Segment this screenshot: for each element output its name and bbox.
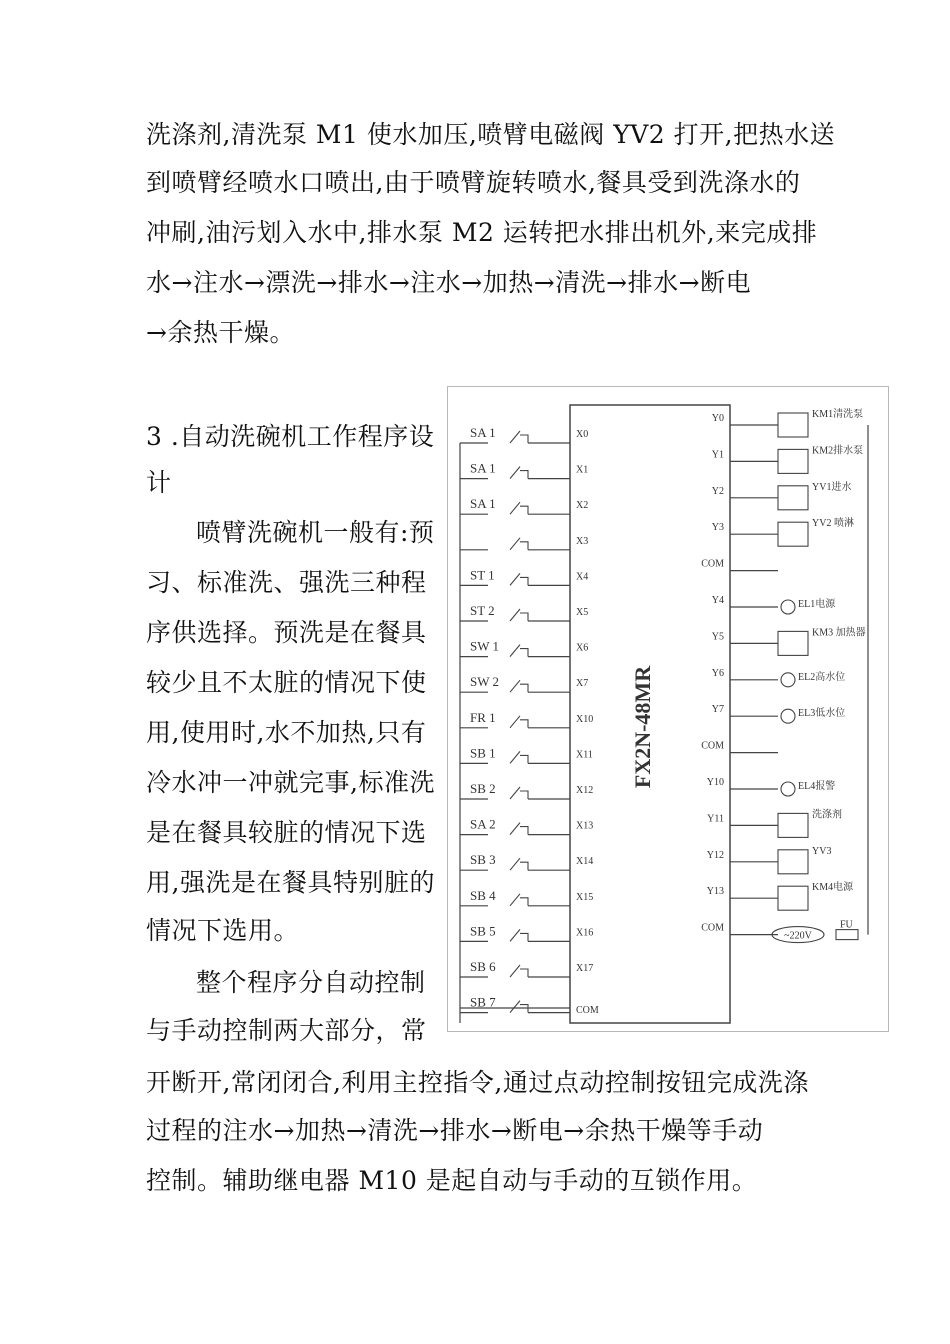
switch-contact-icon bbox=[510, 1001, 528, 1013]
switch-contact-icon bbox=[510, 751, 528, 763]
text-line: 到喷臂经喷水口喷出,由于喷臂旋转喷水,餐具受到洗涤水的 bbox=[146, 168, 801, 197]
input-switch-label: SA 1 bbox=[470, 425, 496, 440]
input-switch-label: SW 1 bbox=[470, 638, 500, 654]
output-terminal-label: COM bbox=[701, 922, 724, 934]
switch-contact-icon bbox=[510, 609, 528, 621]
input-terminal-label: X12 bbox=[576, 785, 594, 796]
input-terminal-label: X6 bbox=[576, 642, 589, 654]
text-line: 用,强洗是在餐具特别脏的 bbox=[146, 868, 435, 897]
switch-contact-icon bbox=[510, 823, 528, 835]
switch-contact-icon bbox=[510, 467, 528, 479]
input-switch-label: FR 1 bbox=[470, 709, 496, 725]
output-terminal-label: Y4 bbox=[711, 595, 724, 606]
input-terminal-label: X13 bbox=[576, 820, 594, 832]
input-switch-label: SA 1 bbox=[470, 460, 496, 476]
output-load-label: EL1电源 bbox=[798, 599, 836, 610]
switch-contact-icon bbox=[510, 965, 528, 977]
text-line: 习、标准洗、强洗三种程 bbox=[146, 568, 427, 597]
input-switch-label: SB 4 bbox=[470, 887, 496, 903]
output-terminal-label: Y10 bbox=[706, 777, 724, 788]
text-line: 洗涤剂,清洗泵 M1 使水加压,喷臂电磁阀 YV2 打开,把热水送 bbox=[146, 120, 836, 149]
plc-model-label: FX2N-48MR bbox=[630, 665, 655, 789]
output-load-label: EL3低水位 bbox=[798, 708, 846, 720]
text-line: 冷水冲一冲就完事,标准洗 bbox=[146, 768, 435, 797]
text-line: 是在餐具较脏的情况下选 bbox=[146, 818, 427, 847]
text-line: 序供选择。预洗是在餐具 bbox=[146, 618, 427, 647]
input-terminal-label: X3 bbox=[576, 535, 589, 547]
output-terminal-label: Y13 bbox=[706, 886, 724, 898]
coil-box-icon bbox=[778, 886, 808, 910]
text-line: 情况下选用。 bbox=[146, 916, 300, 945]
output-terminal-label: Y11 bbox=[707, 813, 724, 825]
coil-box-icon bbox=[778, 813, 808, 837]
text-line: 开断开,常闭闭合,利用主控指令,通过点动控制按钮完成洗涤 bbox=[146, 1068, 809, 1097]
input-terminal-label: X16 bbox=[576, 927, 594, 939]
switch-contact-icon bbox=[510, 645, 528, 657]
switch-contact-icon bbox=[510, 929, 528, 941]
fuse-label: FU bbox=[840, 919, 853, 931]
coil-box-icon bbox=[778, 850, 808, 874]
input-terminal-label: X4 bbox=[576, 571, 589, 583]
output-terminal-label: Y1 bbox=[711, 449, 724, 461]
output-terminal-label: COM bbox=[701, 558, 724, 570]
output-terminal-label: Y2 bbox=[711, 485, 724, 497]
output-terminal-label: Y3 bbox=[711, 522, 724, 534]
input-switch-label: SB 7 bbox=[470, 994, 496, 1010]
indicator-lamp-icon bbox=[781, 709, 795, 723]
switch-contact-icon bbox=[510, 858, 528, 870]
output-load-label: KM4电源 bbox=[812, 882, 854, 894]
output-load-label: KM2排水泵 bbox=[812, 445, 864, 457]
indicator-lamp-icon bbox=[781, 673, 795, 687]
input-terminal-label: X10 bbox=[576, 713, 594, 725]
text-line: 控制。辅助继电器 M10 是起自动与手动的互锁作用。 bbox=[146, 1166, 758, 1195]
input-terminal-label: X5 bbox=[576, 607, 589, 618]
output-load-label: EL2高水位 bbox=[798, 671, 846, 683]
coil-box-icon bbox=[778, 522, 808, 546]
text-line: 整个程序分自动控制 bbox=[196, 968, 426, 997]
output-load-label: YV2 喷淋 bbox=[812, 518, 854, 530]
input-com-label: COM bbox=[576, 1005, 599, 1016]
output-terminal-label: Y7 bbox=[711, 704, 724, 716]
output-terminal-label: Y12 bbox=[706, 849, 724, 861]
text-line: 较少且不太脏的情况下使 bbox=[146, 668, 427, 697]
heading-line: 计 bbox=[146, 468, 172, 497]
input-switch-label: SB 6 bbox=[470, 959, 496, 974]
input-terminal-label: X7 bbox=[576, 678, 589, 690]
switch-contact-icon bbox=[510, 431, 528, 443]
input-switch-label: ST 1 bbox=[470, 567, 495, 583]
text-line: 喷臂洗碗机一般有:预 bbox=[196, 518, 435, 547]
input-terminal-label: X17 bbox=[576, 963, 594, 974]
text-line: 用,使用时,水不加热,只有 bbox=[146, 718, 427, 747]
output-terminal-label: Y0 bbox=[711, 413, 724, 424]
output-terminal-label: Y6 bbox=[711, 667, 724, 679]
indicator-lamp-icon bbox=[781, 600, 795, 614]
coil-box-icon bbox=[778, 486, 808, 510]
output-load-label: 洗涤剂 bbox=[812, 809, 842, 821]
input-switch-label: SW 2 bbox=[470, 674, 500, 690]
coil-box-icon bbox=[778, 449, 808, 473]
input-terminal-label: X0 bbox=[576, 429, 589, 440]
output-terminal-label: COM bbox=[701, 740, 724, 752]
input-switch-label: SA 1 bbox=[470, 496, 496, 512]
input-switch-label: SB 2 bbox=[470, 781, 496, 796]
output-load-label: KM3 加热器 bbox=[812, 627, 866, 639]
heading-line: 3 .自动洗碗机工作程序设 bbox=[146, 422, 435, 451]
input-terminal-label: X2 bbox=[576, 500, 589, 512]
switch-contact-icon bbox=[510, 894, 528, 906]
text-line: 与手动控制两大部分，常 bbox=[146, 1016, 427, 1045]
switch-contact-icon bbox=[510, 680, 528, 692]
switch-contact-icon bbox=[510, 787, 528, 799]
input-terminal-label: X15 bbox=[576, 891, 594, 903]
output-load-label: ~220V bbox=[784, 930, 812, 942]
output-load-label: KM1清洗泵 bbox=[812, 409, 864, 420]
input-terminal-label: X14 bbox=[576, 856, 594, 868]
output-load-label: YV1进水 bbox=[812, 481, 852, 493]
switch-contact-icon bbox=[510, 538, 528, 550]
text-line: 冲刷,油污划入水中,排水泵 M2 运转把水排出机外,来完成排 bbox=[146, 218, 818, 247]
output-load-label: EL4报警 bbox=[798, 781, 836, 792]
indicator-lamp-icon bbox=[781, 782, 795, 796]
input-terminal-label: X11 bbox=[576, 749, 593, 761]
input-switch-label: SB 3 bbox=[470, 852, 496, 868]
coil-box-icon bbox=[778, 631, 808, 655]
text-line: 水→注水→漂洗→排水→注水→加热→清洗→排水→断电 bbox=[146, 268, 752, 297]
switch-contact-icon bbox=[510, 716, 528, 728]
coil-box-icon bbox=[778, 413, 808, 437]
input-switch-label: SA 2 bbox=[470, 816, 496, 832]
input-terminal-label: X1 bbox=[576, 464, 589, 476]
input-switch-label: SB 5 bbox=[470, 923, 496, 939]
diagram-svg bbox=[448, 387, 888, 1031]
switch-contact-icon bbox=[510, 502, 528, 514]
text-line: →余热干燥。 bbox=[146, 318, 295, 347]
output-load-label: YV3 bbox=[812, 845, 832, 857]
output-terminal-label: Y5 bbox=[711, 631, 724, 643]
switch-contact-icon bbox=[510, 573, 528, 585]
plc-wiring-diagram bbox=[447, 386, 889, 1032]
fuse-icon bbox=[836, 930, 858, 940]
input-switch-label: ST 2 bbox=[470, 603, 495, 618]
text-line: 过程的注水→加热→清洗→排水→断电→余热干燥等手动 bbox=[146, 1116, 764, 1145]
input-switch-label: SB 1 bbox=[470, 745, 496, 761]
